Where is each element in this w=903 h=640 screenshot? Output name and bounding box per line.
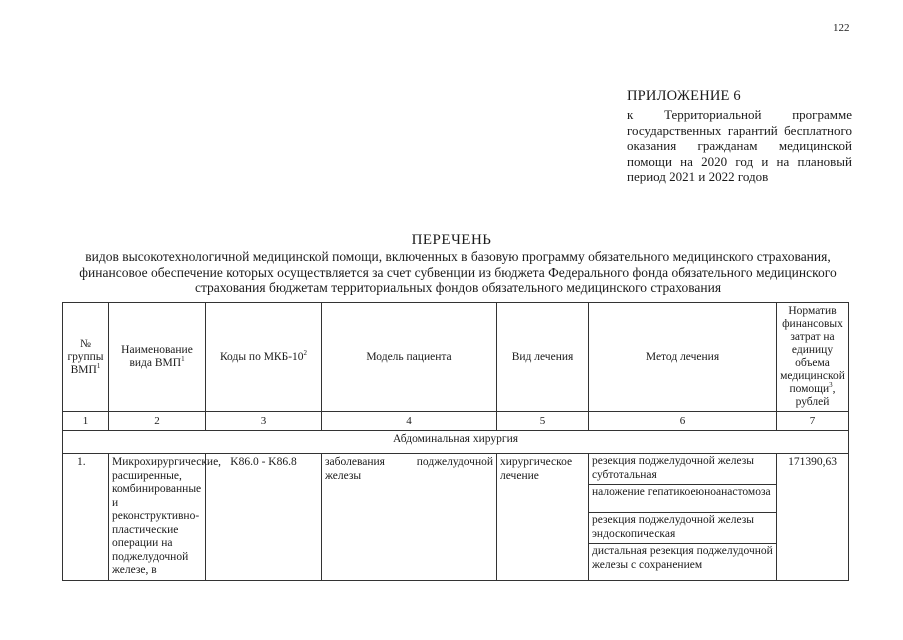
header-icd-codes: Коды по МКБ-$10^2$ <box>206 303 322 412</box>
method-item: наложение гепатикоеюноанастомоза <box>589 485 776 513</box>
cell-treatment-type: хирургическое лечение <box>497 454 589 581</box>
header-treatment-type: Вид лечения <box>497 303 589 412</box>
appendix-subtitle: к Территориальной программе государственных гарантий бесплатного оказания гражданам медицинской помощи на 2020 год и на плановый период 2021 и 2022 годов <box>627 107 852 184</box>
cell-treatment-methods <box>589 454 777 581</box>
header-group-no: № группы ВМП$^1$ <box>63 303 109 412</box>
column-number: 5 <box>497 412 589 431</box>
column-number: 7 <box>777 412 849 431</box>
appendix-block <box>627 88 852 185</box>
column-number: 1 <box>63 412 109 431</box>
header-cost-norm: Норматив финансовых затрат на единицу объема медицинской помощи$^3$, рублей <box>777 303 849 412</box>
section-row <box>63 431 849 454</box>
method-item: резекция поджелудочной железы субтотальная <box>589 454 776 485</box>
cell-icd-codes: K86.0 - K86.8 <box>206 454 322 581</box>
column-number: 3 <box>206 412 322 431</box>
cell-vmp-name: Микрохирургические, расширенные, комбинированные и реконструктивно-пластические операции на поджелудочной железе, в <box>109 454 206 581</box>
column-number: 2 <box>109 412 206 431</box>
column-number-row <box>63 412 849 431</box>
method-item: дистальная резекция поджелудочной железы с сохранением <box>592 545 773 571</box>
table-row <box>63 454 849 581</box>
header-patient-model: Модель пациента <box>322 303 497 412</box>
document-title: ПЕРЕЧЕНЬ <box>411 232 492 248</box>
appendix-title: ПРИЛОЖЕНИЕ 6 <box>627 88 741 104</box>
vmp-table <box>62 302 849 581</box>
header-vmp-name: Наименование вида ВМП$^1$ <box>109 303 206 412</box>
document-subtitle: видов высокотехнологичной медицинской помощи, включенных в базовую программу обязательного медицинского страхования, финансовое обеспечение которых осуществляется за счет субвенции из бюджета Федерального фонда обязательного медицинского страхования бюджетам территориальных фондов обязательного медицинского страхования <box>79 249 837 295</box>
section-title: Абдоминальная хирургия <box>63 431 849 454</box>
table-header-row <box>63 303 849 412</box>
cell-group-no: 1. <box>63 454 109 581</box>
cell-patient-model: заболевания поджелудочной железы <box>322 454 497 581</box>
column-number: 4 <box>322 412 497 431</box>
header-treatment-method: Метод лечения <box>589 303 777 412</box>
page-number: 122 <box>833 22 850 34</box>
column-number: 6 <box>589 412 777 431</box>
method-item: резекция поджелудочной железы эндоскопическая <box>589 513 776 544</box>
cell-cost-norm: 171390,63 <box>777 454 849 581</box>
